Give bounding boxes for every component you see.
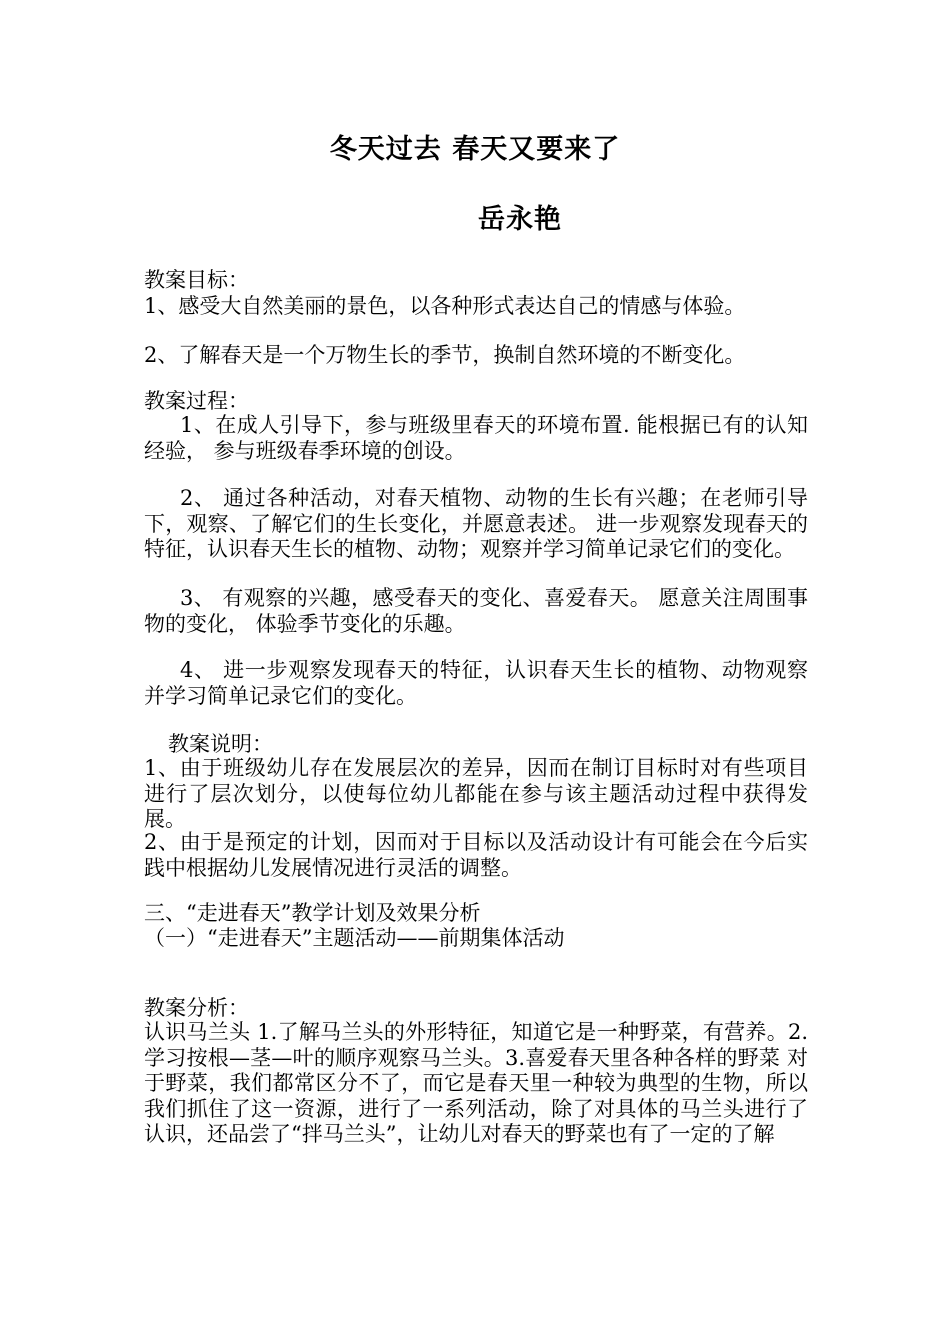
author-name: 岳永艳: [478, 204, 562, 235]
plan-heading: 三、“走进春天”教学计划及效果分析: [144, 901, 481, 925]
analysis-body: 认识马兰头 1.了解马兰头的外形特征，知道它是一种野菜，有营养。2.学习按根—茎—叶的顺序观察马兰头。3.喜爱春天里各种各样的野菜 对于野菜，我们都常区分不了，而它是春天里一种较为典型的生物，所以我们抓住了这一资源，进行了一系列活动，除了对具体的马兰头进行了认识，还品尝了“拌马兰头”，让幼儿对春天的野菜也有了一定的了解: [144, 1020, 808, 1146]
process-step-2: 2、 通过各种活动，对春天植物、动物的生长有兴趣；在老师引导下，观察、了解它们的生长变化，并愿意表述。 进一步观察发现春天的特征，认识春天生长的植物、动物；观察并学习简单记录它们的变化。: [144, 486, 808, 561]
explanation-heading: 教案说明：: [168, 732, 273, 756]
objective-item-1: 1、感受大自然美丽的景色，以各种形式表达自己的情感与体验。: [144, 294, 746, 318]
analysis-heading: 教案分析：: [144, 996, 249, 1020]
process-step-4: 4、 进一步观察发现春天的特征，认识春天生长的植物、动物观察并学习简单记录它们的变化。: [144, 658, 808, 708]
process-step-1: 1、在成人引导下，参与班级里春天的环境布置. 能根据已有的认知经验， 参与班级春季环境的创设。: [144, 413, 808, 463]
plan-subheading: （一）“走进春天”主题活动——前期集体活动: [144, 926, 565, 950]
objective-item-2: 2、了解春天是一个万物生长的季节，换制自然环境的不断变化。: [144, 343, 746, 367]
document-title: 冬天过去 春天又要来了: [329, 134, 621, 165]
explanation-item-1: 1、由于班级幼儿存在发展层次的差异，因而在制订目标时对有些项目进行了层次划分，以使每位幼儿都能在参与该主题活动过程中获得发展。: [144, 756, 808, 831]
explanation-item-2: 2、由于是预定的计划，因而对于目标以及活动设计有可能会在今后实践中根据幼儿发展情况进行灵活的调整。: [144, 830, 808, 880]
process-step-3: 3、 有观察的兴趣，感受春天的变化、喜爱春天。 愿意关注周围事物的变化， 体验季节变化的乐趣。: [144, 586, 808, 636]
process-heading: 教案过程：: [144, 389, 249, 413]
objectives-heading: 教案目标：: [144, 268, 249, 292]
